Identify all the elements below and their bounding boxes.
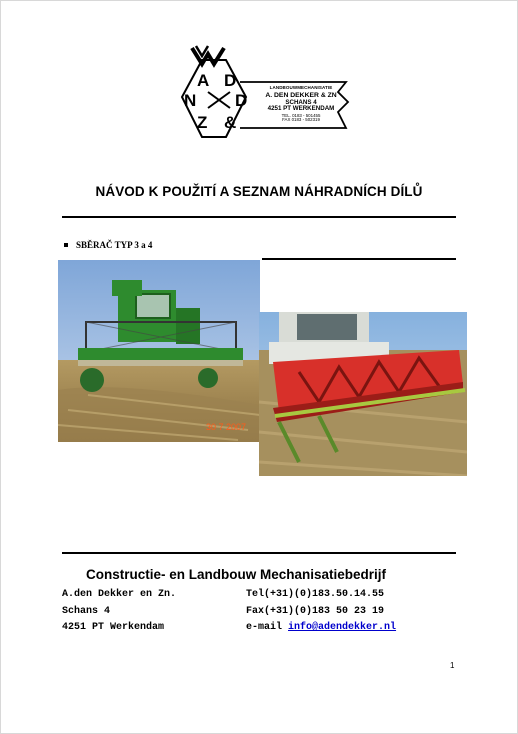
email-label: e-mail [246,622,289,633]
logo-letter-a: A [197,71,210,90]
bullet-mark [64,243,68,247]
logo-letter-ampersand: & [224,113,237,132]
contact-tel: Tel(+31)(0)183.50.14.55 [246,589,385,600]
address-city: 4251 PT Werkendam [62,622,165,633]
harvester-photo-1 [58,260,260,442]
logo-letter-d2: D [235,91,248,110]
logo-line-4: 4251 PT WERKENDAM [267,105,335,113]
contact-fax: Fax(+31)(0)183 50 23 19 [246,606,385,617]
contact-email-row [246,623,396,633]
bullet-divider [262,258,456,260]
address-street: Schans 4 [62,606,111,617]
logo-line-2: A. DEN DEKKER & ZN [265,91,337,99]
address-name: A.den Dekker en Zn. [62,589,177,600]
company-name: Constructie- en Landbouw Mechanisatiebedrijf [86,567,387,582]
logo-line-5: TEL. 0183 - 501455 [281,112,321,118]
harvester-photo-2 [259,312,467,476]
logo-letter-n: N [184,91,197,110]
footer-divider [62,552,456,554]
company-logo [178,42,358,147]
logo-line-1: LANDBOUWMECHANISATIE [269,85,333,90]
document-title: NÁVOD K POUŽITÍ A SEZNAM NÁHRADNÍCH DÍLŮ [95,184,423,199]
bullet-item-text: SBĚRAČ TYP 3 a 4 [76,240,153,250]
page-number: 1 [450,661,455,670]
title-divider [62,216,456,218]
logo-line-3: SCHANS 4 [285,98,317,106]
logo-text-block [260,86,342,123]
photo-timestamp: 30 7 2007 [206,422,247,432]
logo-letter-d: D [224,71,237,90]
logo-line-6: FAX 0183 - 502319 [282,117,320,123]
logo-letter-z: Z [197,113,208,132]
bullet-item [64,240,152,250]
email-link[interactable]: info@adendekker.nl [288,622,397,633]
